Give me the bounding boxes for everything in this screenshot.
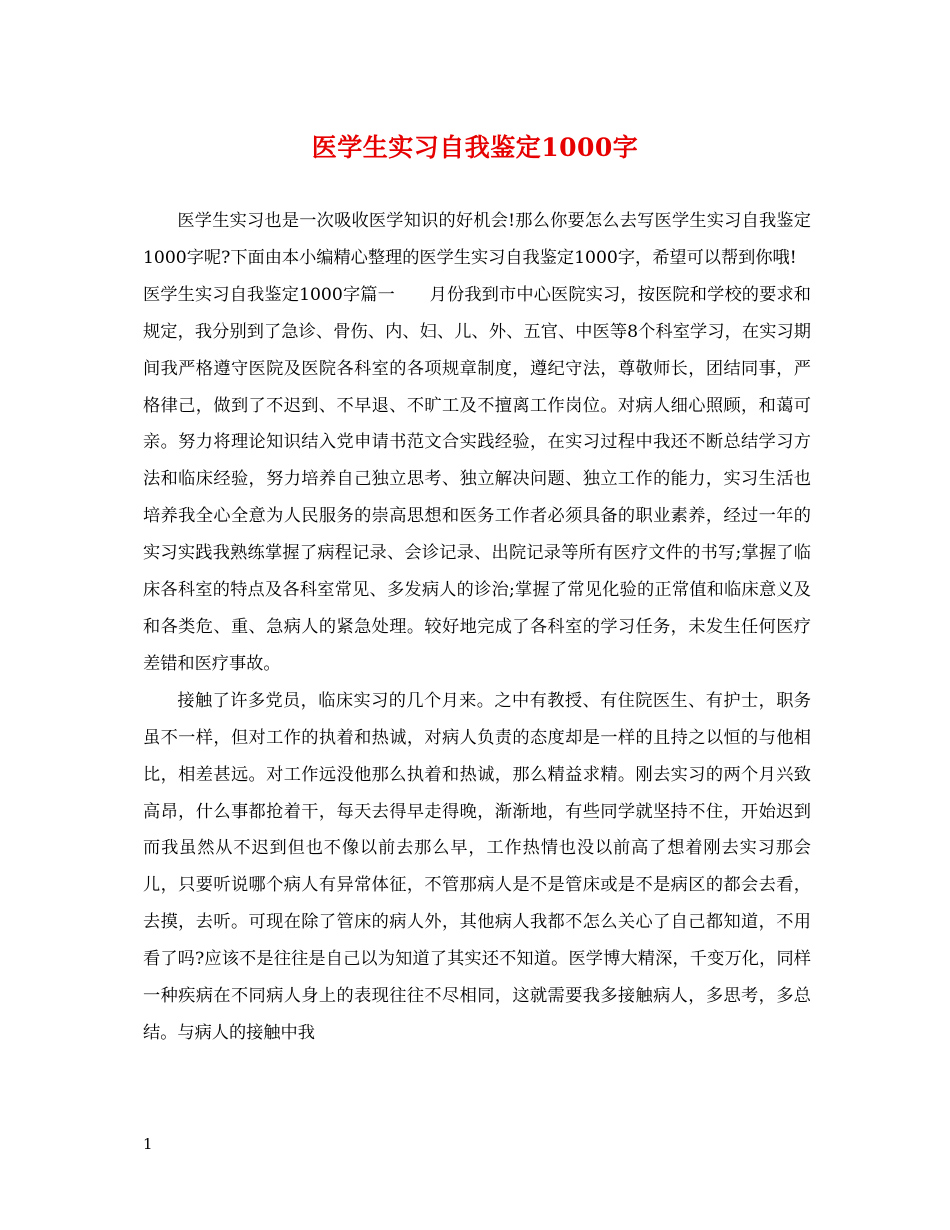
section-one-paragraph: 医学生实习自我鉴定1000字篇一 月份我到市中心医院实习，按医院和学校的要求和规定，我分别到了急诊、骨伤、内、妇、儿、外、五官、中医等8个科室学习，在实习期间我严格遵守医院及医院各科室的各项规章制度，遵纪守法，尊敬师长，团结同事，严格律己，做到了不迟到、不早退、不旷工及不擅离工作岗位。对病人细心照顾，和蔼可亲。努力将理论知识结入党申请书范文合实践经验，在实习过程中我还不断总结学习方法和临床经验，努力培养自己独立思考、独立解决问题、独立工作的能力，实习生活也培养我全心全意为人民服务的崇高思想和医务工作者必须具备的职业素养，经过一年的实习实践我熟练掌握了病程记录、会诊记录、出院记录等所有医疗文件的书写;掌握了临床各科室的特点及各科室常见、多发病人的诊治;掌握了常见化验的正常值和临床意义及和各类危、重、急病人的紧急处理。较好地完成了各科室的学习任务，未发生任何医疗差错和医疗事故。 — [143, 284, 811, 674]
body-paragraph: 接触了许多党员，临床实习的几个月来。之中有教授、有住院医生、有护士，职务虽不一样，但对工作的执着和热诚，对病人负责的态度却是一样的且持之以恒的与他相比，相差甚远。对工作远没他那么执着和热诚，那么精益求精。刚去实习的两个月兴致高昂，什么事都抢着干，每天去得早走得晚，渐渐地，有些同学就坚持不住，开始迟到而我虽然从不迟到但也不像以前去那么早，工作热情也没以前高了想着刚去实习那会儿，只要听说哪个病人有异常体征，不管那病人是不是管床或是不是病区的都会去看，去摸，去听。可现在除了管床的病人外，其他病人我都不怎么关心了自己都知道，不用看了吗?应该不是往往是自己以为知道了其实还不知道。医学博大精深，千变万化，同样一种疾病在不同病人身上的表现往往不尽相同，这就需要我多接触病人，多思考，多总结。与病人的接触中我 — [143, 690, 811, 1043]
intro-paragraph: 医学生实习也是一次吸收医学知识的好机会!那么你要怎么去写医学生实习自我鉴定1000字呢?下面由本小编精心整理的医学生实习自我鉴定1000字，希望可以帮到你哦! — [143, 211, 811, 268]
document-body — [143, 203, 811, 1052]
page-number: 1 — [143, 1135, 153, 1153]
document-title: 医学生实习自我鉴定1000字 — [311, 133, 639, 162]
